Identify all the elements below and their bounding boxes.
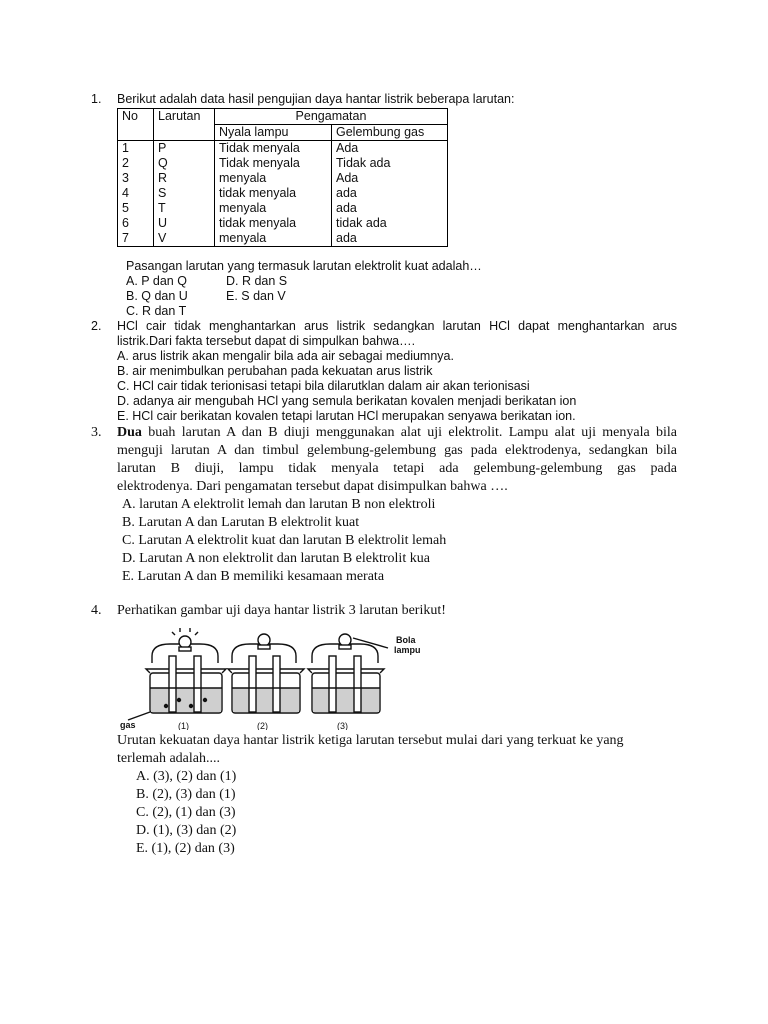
apparatus-1 xyxy=(128,628,226,720)
q3-stem-line-3: larutan B diuji, lampu tidak menyala tetapi ada gelembung-gelembung gas pada xyxy=(117,461,677,476)
q2-option-c: C. HCl cair tidak terionisasi tetapi bila dilarutklan dalam air akan terionisasi xyxy=(117,379,530,393)
column-nyala-lampu xyxy=(215,141,332,247)
q3-line-1-rest: buah larutan A dan B diuji menggunakan alat uji elektrolit. Lampu alat uji menyala bila xyxy=(141,425,677,440)
label-lampu: lampu xyxy=(394,645,421,655)
apparatus-3 xyxy=(308,634,388,713)
q3-stem-line-2: menguji larutan A dan timbul gelembung-gelembung gas pada elektrodenya, sedangkan bila xyxy=(117,443,677,458)
q2-stem-line-1: HCl cair tidak menghantarkan arus listrik sedangkan larutan HCl dapat menghantarkan arus xyxy=(117,319,677,333)
table-cell: tidak menyala xyxy=(219,186,297,200)
q4-option-b: B. (2), (3) dan (1) xyxy=(136,787,236,802)
table-cell: 6 xyxy=(122,216,129,230)
table-cell: ada xyxy=(336,201,357,215)
q3-stem-line-1 xyxy=(117,425,677,441)
table-cell: Q xyxy=(158,156,168,170)
q4-question-line-1: Urutan kekuatan daya hantar listrik ketiga larutan tersebut mulai dari yang terkuat ke yang xyxy=(117,733,624,748)
table-cell: T xyxy=(158,201,166,215)
q1-option-c: C. R dan T xyxy=(126,304,187,318)
table-cell: Tidak menyala xyxy=(219,156,300,170)
table-cell: 3 xyxy=(122,171,129,185)
q2-option-d: D. adanya air mengubah HCl yang semula berikatan kovalen menjadi berikatan ion xyxy=(117,394,577,408)
q4-question-line-2: terlemah adalah.... xyxy=(117,751,221,766)
q4-option-c: C. (2), (1) dan (3) xyxy=(136,805,236,820)
table-cell: tidak menyala xyxy=(219,216,297,230)
table-cell: S xyxy=(158,186,167,200)
table-cell: Tidak menyala xyxy=(219,141,300,155)
header-larutan: Larutan xyxy=(154,109,215,141)
label-apparatus-1: (1) xyxy=(178,721,189,730)
label-bola: Bola xyxy=(396,635,416,645)
q2-number: 2. xyxy=(91,319,102,333)
header-nyala-lampu: Nyala lampu xyxy=(215,125,332,141)
label-apparatus-2: (2) xyxy=(257,721,268,730)
q4-option-a: A. (3), (2) dan (1) xyxy=(136,769,237,784)
table-header-row xyxy=(118,109,448,125)
header-no: No xyxy=(118,109,154,141)
q2-option-b: B. air menimbulkan perubahan pada kekuatan arus listrik xyxy=(117,364,433,378)
q1-option-d: D. R dan S xyxy=(226,274,288,288)
table-cell: 5 xyxy=(122,201,129,215)
q1-option-e: E. S dan V xyxy=(226,289,286,303)
q4-stem: Perhatikan gambar uji daya hantar listrik 3 larutan berikut! xyxy=(117,603,446,618)
q1-option-a: A. P dan Q xyxy=(126,274,187,288)
table-body xyxy=(118,141,448,247)
column-larutan xyxy=(154,141,215,247)
column-gelembung-gas xyxy=(332,141,448,247)
q2-option-a: A. arus listrik akan mengalir bila ada air sebagai mediumnya. xyxy=(117,349,454,363)
table-cell: R xyxy=(158,171,168,185)
q1-observation-table xyxy=(117,108,448,247)
table-cell: Tidak ada xyxy=(336,156,391,170)
table-cell: U xyxy=(158,216,168,230)
table-cell: menyala xyxy=(219,171,267,185)
q4-electrolyte-test-figure xyxy=(120,628,440,730)
table-cell: 2 xyxy=(122,156,129,170)
apparatus-2 xyxy=(228,634,304,713)
q2-option-e: E. HCl cair berikatan kovalen tetapi larutan HCl merupakan senyawa berikatan ion. xyxy=(117,409,576,423)
table-cell: P xyxy=(158,141,167,155)
table-cell: 1 xyxy=(122,141,129,155)
label-apparatus-3: (3) xyxy=(337,721,348,730)
table-cell: menyala xyxy=(219,231,267,245)
column-no xyxy=(118,141,154,247)
q3-number: 3. xyxy=(91,425,102,440)
q3-option-b: B. Larutan A dan Larutan B elektrolit kuat xyxy=(122,515,360,530)
label-gas: gas xyxy=(120,720,136,730)
table-cell: Ada xyxy=(336,171,359,185)
q2-stem-line-2: listrik.Dari fakta tersebut dapat di simpulkan bahwa…. xyxy=(117,334,416,348)
q4-number: 4. xyxy=(91,603,102,618)
table-cell: V xyxy=(158,231,167,245)
q1-option-b: B. Q dan U xyxy=(126,289,188,303)
q4-option-d: D. (1), (3) dan (2) xyxy=(136,823,237,838)
q3-option-c: C. Larutan A elektrolit kuat dan larutan B elektrolit lemah xyxy=(122,533,447,548)
q3-option-d: D. Larutan A non elektrolit dan larutan B elektrolit kua xyxy=(122,551,430,566)
table-cell: ada xyxy=(336,186,357,200)
table-cell: Ada xyxy=(336,141,359,155)
q1-question: Pasangan larutan yang termasuk larutan elektrolit kuat adalah… xyxy=(126,259,482,273)
q3-bold-word: Dua xyxy=(117,425,142,440)
q1-number: 1. xyxy=(91,92,102,106)
table-cell: 7 xyxy=(122,231,129,245)
q3-stem-line-4: elektrodenya. Dari pengamatan tersebut dapat disimpulkan bahwa …. xyxy=(117,479,508,494)
header-pengamatan: Pengamatan xyxy=(215,109,448,125)
header-gelembung-gas: Gelembung gas xyxy=(332,125,448,141)
table-cell: tidak ada xyxy=(336,216,387,230)
q3-option-e: E. Larutan A dan B memiliki kesamaan merata xyxy=(122,569,385,584)
table-cell: menyala xyxy=(219,201,267,215)
q3-option-a: A. larutan A elektrolit lemah dan larutan B non elektroli xyxy=(122,497,436,512)
q4-option-e: E. (1), (2) dan (3) xyxy=(136,841,235,856)
table-cell: ada xyxy=(336,231,357,245)
q1-stem: Berikut adalah data hasil pengujian daya hantar listrik beberapa larutan: xyxy=(117,92,515,106)
table-cell: 4 xyxy=(122,186,129,200)
